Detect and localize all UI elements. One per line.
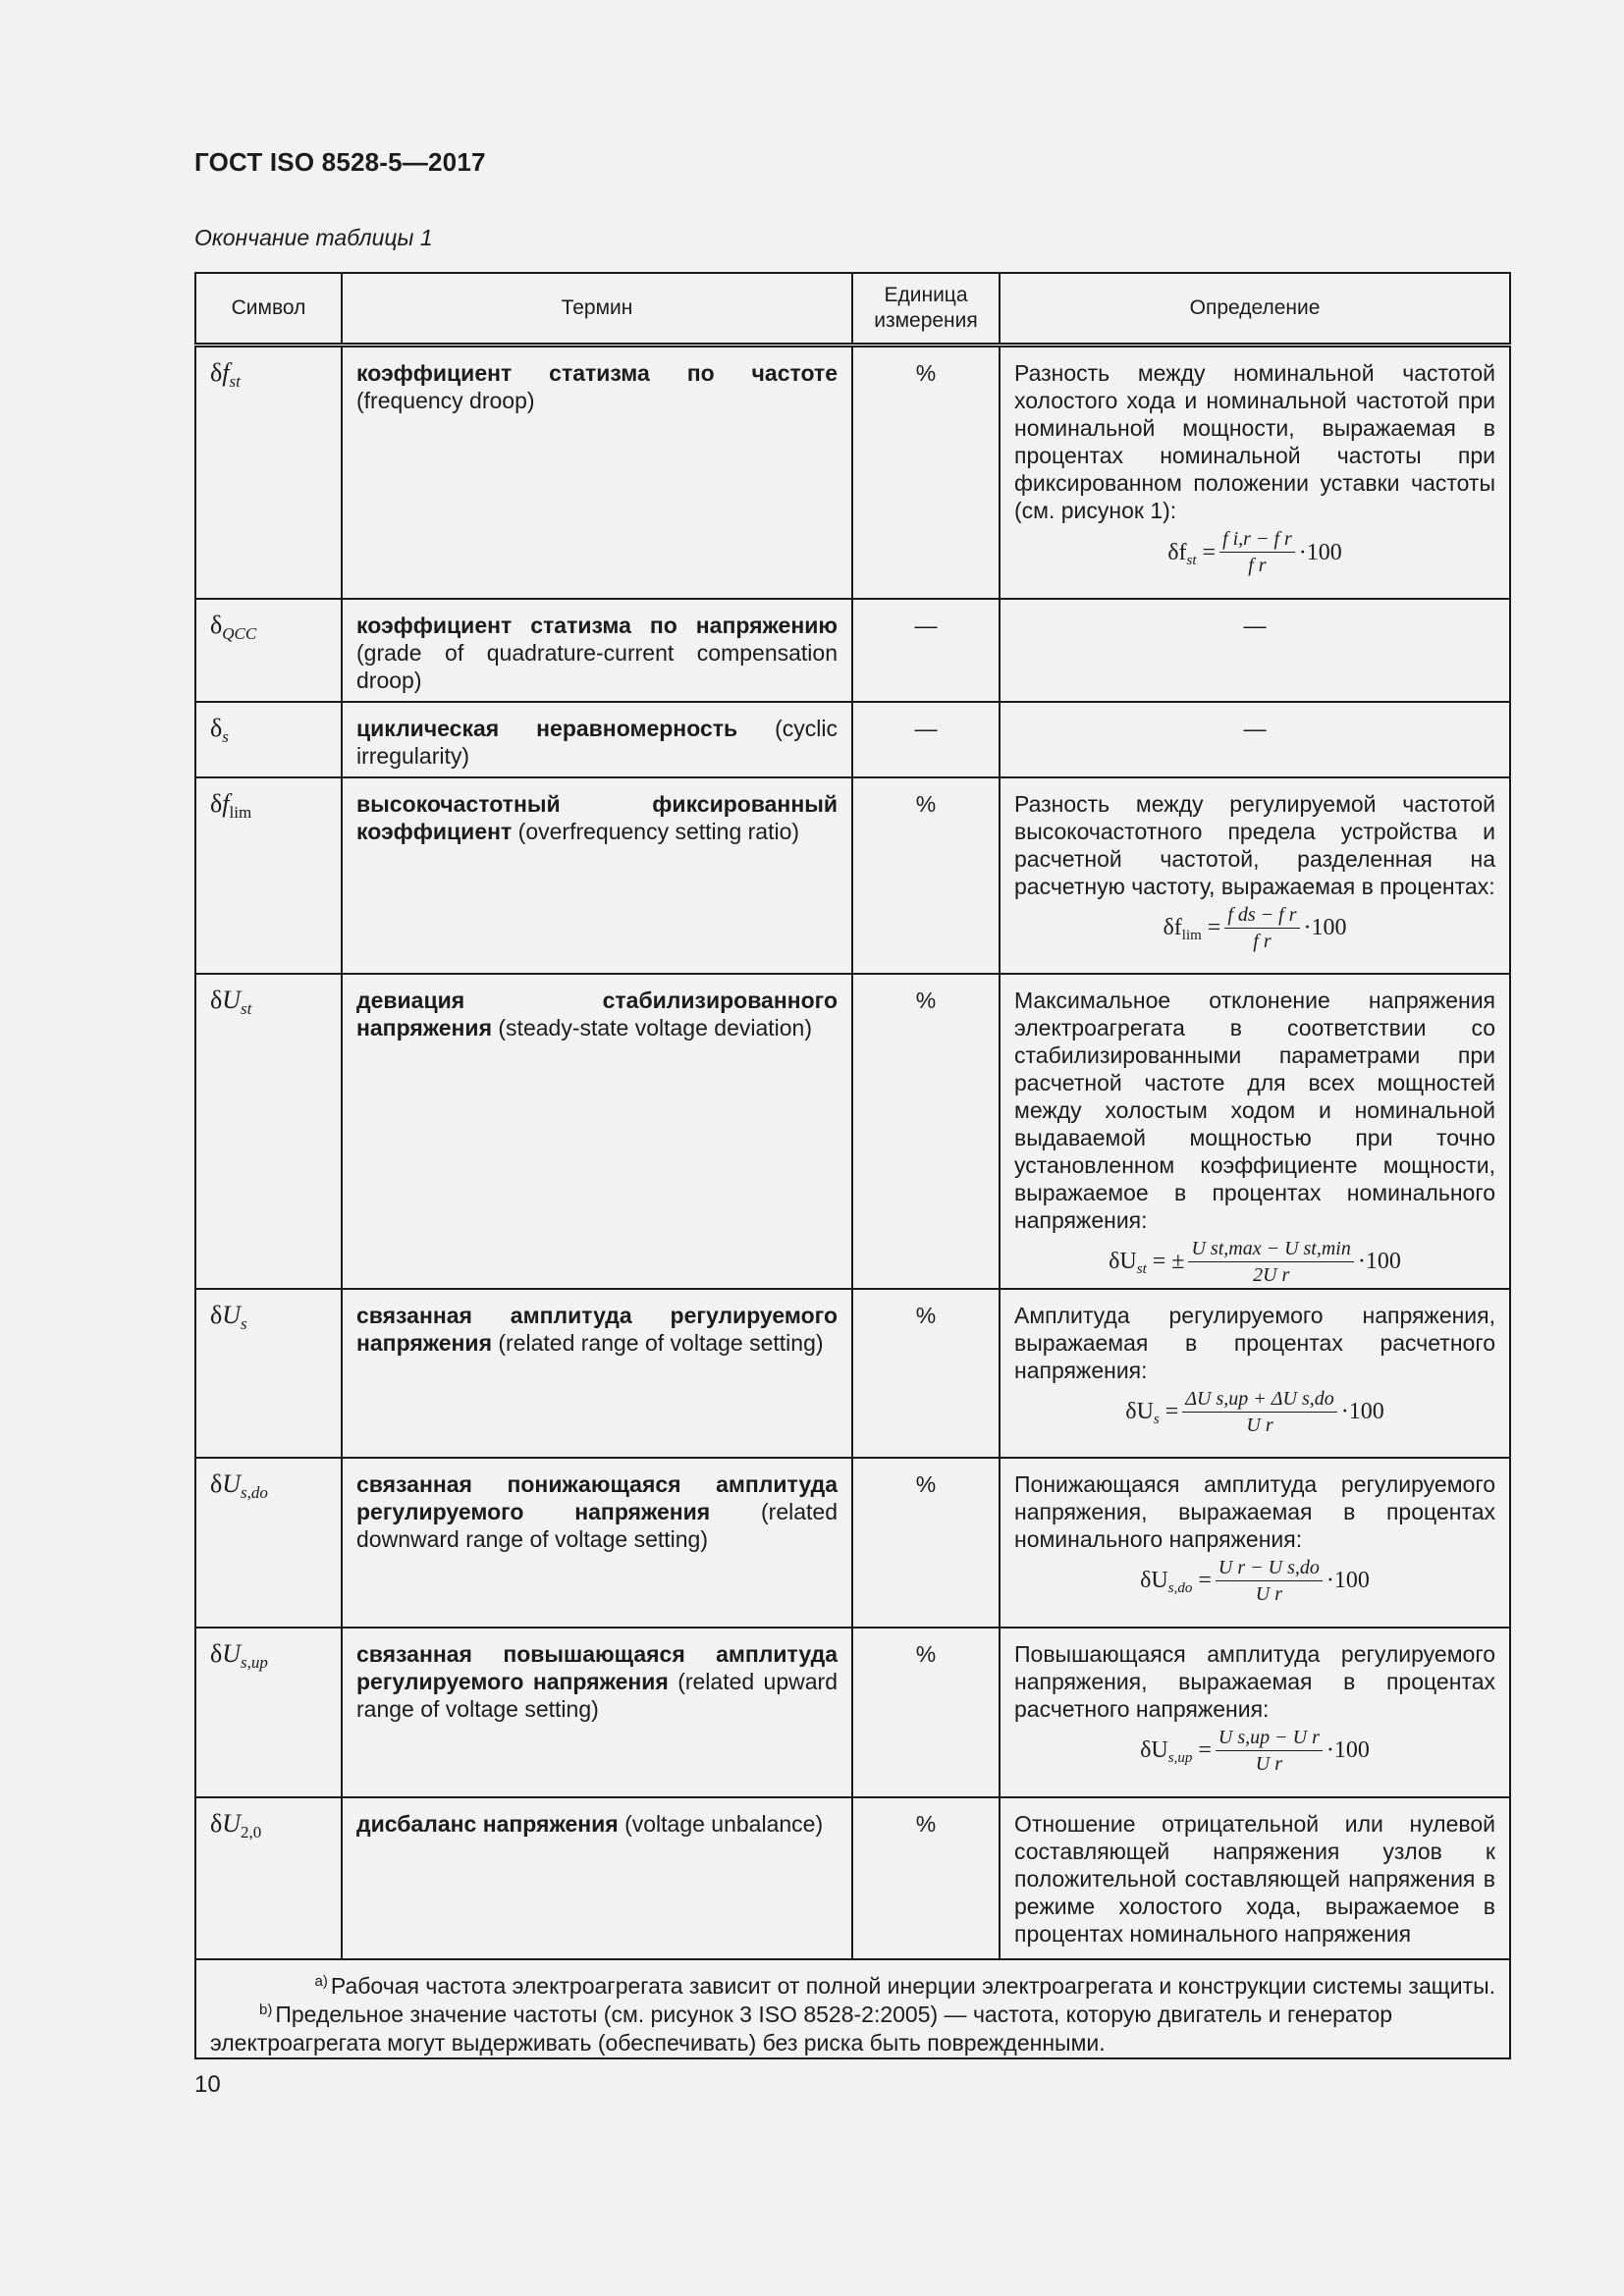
term-cell: девиация стабилизированного напряжения (steady-state voltage deviation)	[342, 974, 852, 1289]
definition-cell	[1000, 346, 1510, 599]
symbol-cell: $\delta U_{st}$	[195, 974, 342, 1289]
symbol-cell: $\delta U_{s,up}$	[195, 1628, 342, 1797]
formula: $\delta U_s$ = $\frac{\text{ΔU s,up + ΔU s,do}}{\text{U r}}$ ·100	[1125, 1387, 1384, 1436]
document-header: ГОСТ ISO 8528-5—2017	[194, 147, 486, 177]
note-a: $^{a)}$ Рабочая частота электроагрегата зависит от полной инерции электроагрегата и конструкции системы защиты.	[314, 1972, 1495, 1999]
table-row	[195, 777, 1510, 974]
unit-cell: —	[852, 599, 1000, 702]
table-notes	[195, 1959, 1510, 2058]
column-header-unit: Единица измерения	[852, 273, 1000, 346]
definition-cell	[1000, 1628, 1510, 1797]
definition-cell	[1000, 777, 1510, 974]
table-row	[195, 974, 1510, 1289]
table-row	[195, 1628, 1510, 1797]
table-row	[195, 702, 1510, 777]
definition-text: Разность между номинальной частотой холостого хода и номинальной частотой при номинальной мощности, выражаемая в процентах номинальной частоты при фиксированном положении уставки частоты (см. рисунок 1):	[1014, 360, 1495, 523]
table-notes-row	[195, 1959, 1510, 2058]
definition-cell: —	[1000, 599, 1510, 702]
symbol-cell: $\delta U_s$	[195, 1289, 342, 1458]
unit-cell: %	[852, 777, 1000, 974]
term-cell: коэффициент статизма по напряжению (grade of quadrature-current compensation droop)	[342, 599, 852, 702]
term-cell: циклическая неравномерность (cyclic irregularity)	[342, 702, 852, 777]
definition-cell: —	[1000, 702, 1510, 777]
definition-text: Разность между регулируемой частотой высокочастотного предела устройства и расчетной частотой, разделенная на расчетную частоту, выражаемая в процентах:	[1014, 790, 1495, 899]
terms-table	[194, 272, 1511, 2059]
definition-cell	[1000, 1289, 1510, 1458]
unit-cell: %	[852, 346, 1000, 599]
formula: $\delta U_{s,up}$ = $\frac{\text{U s,up − U r}}{\text{U r}}$ ·100	[1140, 1726, 1370, 1775]
page-number: 10	[194, 2071, 221, 2098]
formula: $\delta U_{s,do}$ = $\frac{\text{U r − U s,do}}{\text{U r}}$ ·100	[1140, 1556, 1370, 1605]
table-caption: Окончание таблицы 1	[194, 225, 433, 250]
table-row	[195, 1289, 1510, 1458]
unit-cell: %	[852, 1797, 1000, 1959]
formula: $\delta f_{lim}$ = $\frac{\text{f ds − f r}}{\text{f r}}$ ·100	[1163, 903, 1347, 952]
unit-cell: %	[852, 1289, 1000, 1458]
note-b: $^{b)}$ Предельное значение частоты (см. рисунок 3 ISO 8528-2:2005) — частота, которую двигатель и генератор электроагрегата могут выдерживать (обеспечивать) без риска быть поврежденными.	[210, 2001, 1393, 2056]
unit-cell: %	[852, 1458, 1000, 1628]
column-header-symbol: Символ	[195, 273, 342, 346]
definition-cell: Отношение отрицательной или нулевой составляющей напряжения узлов к положительной составляющей напряжения в режиме холостого хода, выражаемое в процентах номинального напряжения	[1000, 1797, 1510, 1959]
definition-text: Понижающаяся амплитуда регулируемого напряжения, выражаемая в процентах номинального напряжения:	[1014, 1470, 1495, 1552]
term-cell: дисбаланс напряжения (voltage unbalance)	[342, 1797, 852, 1959]
formula: $\delta U_{st}$ = ± $\frac{\text{U st,max − U st,min}}{\text{2U r}}$ ·100	[1109, 1237, 1401, 1286]
unit-cell: —	[852, 702, 1000, 777]
symbol-cell: $\delta f_{st}$	[195, 346, 342, 599]
definition-text: Повышающаяся амплитуда регулируемого напряжения, выражаемая в процентах расчетного напряжения:	[1014, 1640, 1495, 1722]
symbol-cell: $\delta_{QCC}$	[195, 599, 342, 702]
table-row	[195, 346, 1510, 599]
column-header-definition: Определение	[1000, 273, 1510, 346]
symbol-cell: $\delta f_{lim}$	[195, 777, 342, 974]
table-row	[195, 1797, 1510, 1959]
definition-cell	[1000, 974, 1510, 1289]
table-row	[195, 1458, 1510, 1628]
term-cell: связанная понижающаяся амплитуда регулируемого напряжения (related downward range of voltage setting)	[342, 1458, 852, 1628]
symbol-cell: $\delta U_{s,do}$	[195, 1458, 342, 1628]
definition-cell	[1000, 1458, 1510, 1628]
symbol-cell: $\delta U_{2,0}$	[195, 1797, 342, 1959]
term-cell: связанная амплитуда регулируемого напряжения (related range of voltage setting)	[342, 1289, 852, 1458]
term-cell: коэффициент статизма по частоте (frequency droop)	[342, 346, 852, 599]
table-row	[195, 599, 1510, 702]
symbol-cell: $\delta_s$	[195, 702, 342, 777]
definition-text: Максимальное отклонение напряжения электроагрегата в соответствии со стабилизированными параметрами при расчетной частоте для всех мощностей между холостым ходом и номинальной выдаваемой мощностью при точно установленном коэффициенте мощности, выражаемое в процентах номинального напряжения:	[1014, 987, 1495, 1233]
term-cell: связанная повышающаяся амплитуда регулируемого напряжения (related upward range of voltage setting)	[342, 1628, 852, 1797]
formula: $\delta f_{st}$ = $\frac{\text{f i,r − f r}}{\text{f r}}$ ·100	[1167, 528, 1342, 576]
unit-cell: %	[852, 1628, 1000, 1797]
unit-cell: %	[852, 974, 1000, 1289]
table-header-row	[195, 273, 1510, 346]
definition-text: Амплитуда регулируемого напряжения, выражаемая в процентах расчетного напряжения:	[1014, 1302, 1495, 1383]
column-header-term: Термин	[342, 273, 852, 346]
term-cell: высокочастотный фиксированный коэффициент (overfrequency setting ratio)	[342, 777, 852, 974]
